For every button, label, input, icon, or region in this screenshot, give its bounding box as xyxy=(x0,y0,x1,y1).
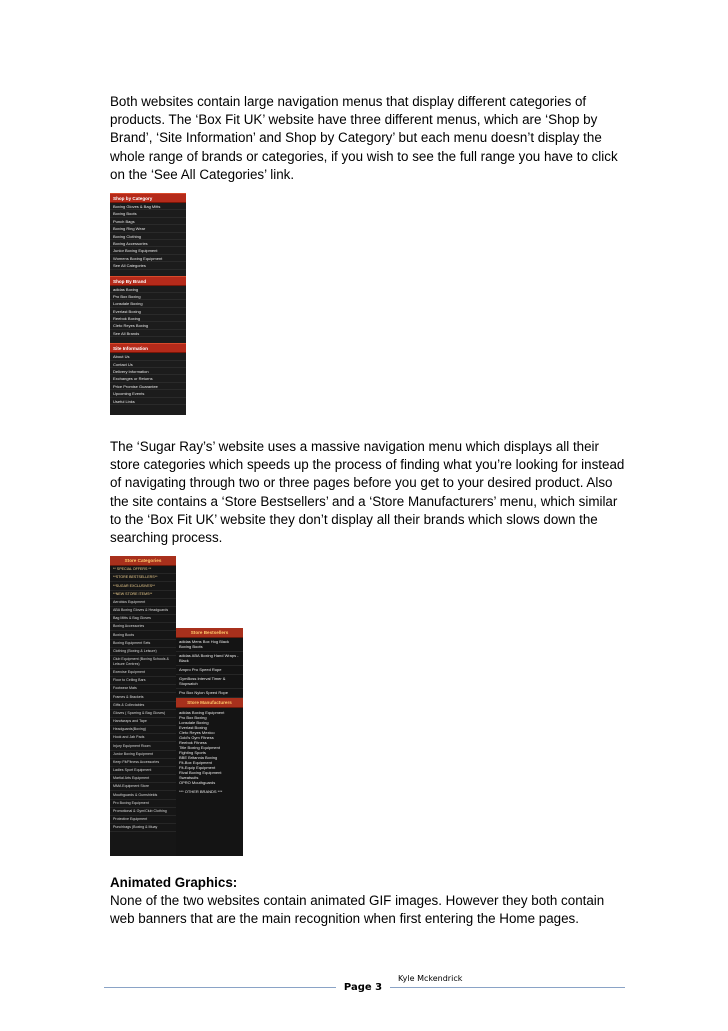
paragraph-navigation-menus: Both websites contain large navigation menus that display different categories of products. The ‘Box Fit UK’ website have three different menus, which are ‘Shop by Brand’, ‘Site Information’ and Shop by Category’ but each menu doesn’t display the whole range of brands or categories, if you wish to see the full range you have to click on the ‘See All Categories’ link. xyxy=(110,94,618,182)
menu-item: See All Brands xyxy=(110,330,186,337)
menu-item: ** SPECIAL OFFERS ** xyxy=(110,566,176,574)
menu-item: Martial Arts Equipment xyxy=(110,775,176,783)
menu-item: Pro Box Boxing xyxy=(110,293,186,300)
menu-item: Hook and Jab Pads xyxy=(110,734,176,742)
manufacturer-item: Gold's Gym Fitness xyxy=(179,735,214,740)
manufacturer-item: Lonsdale Boxing xyxy=(179,720,209,725)
menu-item: Exchanges or Returns xyxy=(110,375,186,382)
menu-item: **SUGAR EXCLUSIVES** xyxy=(110,582,176,590)
manufacturer-item: Fit-Equip Equipment xyxy=(179,765,216,770)
manufacturer-item: Title Boxing Equipment xyxy=(179,745,220,750)
store-bestsellers-header: Store Bestsellers xyxy=(176,628,243,638)
menu-item: Womens Boxing Equipment xyxy=(110,255,186,262)
store-categories-header: Store Categories xyxy=(110,556,176,566)
shop-by-category-header: Shop by Category xyxy=(110,193,186,203)
menu-item: Clothing (Boxing & Leisure) xyxy=(110,648,176,656)
menu-item: Handwraps and Tape xyxy=(110,718,176,726)
section-body: None of the two websites contain animated GIF images. However they both contain web banners that are the main recognition when first entering the Home pages. xyxy=(110,893,605,927)
sugarray-categories-screenshot xyxy=(110,556,176,856)
store-manufacturers-header: Store Manufacturers xyxy=(176,698,243,708)
paragraph-sugar-rays: The ‘Sugar Ray’s’ website uses a massive navigation menu which displays all their store categories which speeds up the process of finding what you’re looking for instead of navigating through two or three pages before you get to your desired product. Also the site contains a ‘Store Bestsellers’ and a ‘Store Manufacturers’ menu, which similar to the ‘Box Fit UK’ website they don’t display all their brands which slows down the searching process. xyxy=(110,439,625,546)
bestseller-label: Ampro Pro Speed Rope xyxy=(179,667,222,672)
menu-item: Boxing Accessories xyxy=(110,240,186,247)
menu-item: Injury Equipment Room xyxy=(110,742,176,750)
menu-item: Reebok Boxing xyxy=(110,315,186,322)
menu-item: Boxing Gloves & Bag Mitts xyxy=(110,203,186,210)
menu-item: Headguards(Boxing) xyxy=(110,726,176,734)
bestseller-item xyxy=(176,689,243,698)
shop-by-category-list xyxy=(110,203,186,270)
manufacturers-list xyxy=(176,708,243,794)
bestseller-label: Pro Box Nylon Speed Rope xyxy=(179,690,228,695)
shop-by-brand-header: Shop By Brand xyxy=(110,276,186,286)
bestseller-label: adidas ABA Boxing Hand Wraps - Black xyxy=(179,653,239,663)
manufacturer-item: OPRO Mouthguards xyxy=(179,780,216,785)
menu-item: Useful Links xyxy=(110,398,186,405)
manufacturer-item: Reebok Fitness xyxy=(179,740,207,745)
menu-item: Promotional & Gym/Club Clothing xyxy=(110,808,176,816)
menu-item: Pro Boxing Equipment xyxy=(110,800,176,808)
shop-by-brand-list xyxy=(110,286,186,338)
menu-item: Bag Mitts & Bag Gloves xyxy=(110,615,176,623)
bestseller-item xyxy=(176,638,243,652)
menu-item: **NEW STORE ITEMS** xyxy=(110,591,176,599)
menu-item: Everlast Boxing xyxy=(110,308,186,315)
menu-item: Delivery Information xyxy=(110,368,186,375)
menu-item: Price Promise Guarantee xyxy=(110,383,186,390)
menu-item: Club Equipment (Boxing Schools & Leisure Centres) xyxy=(110,656,176,669)
site-information-list xyxy=(110,353,186,405)
manufacturer-item: Pro Box Boxing xyxy=(179,715,207,720)
menu-item: Mouthguards & Gumshields xyxy=(110,791,176,799)
menu-item: Aerobics Equipment xyxy=(110,599,176,607)
menu-item: Boxing Equipment Sets xyxy=(110,640,176,648)
menu-item: Frames & Brackets xyxy=(110,693,176,701)
menu-item: MMA Equipment Store xyxy=(110,783,176,791)
menu-item: adidas Boxing xyxy=(110,286,186,293)
menu-item: Cleto Reyes Boxing xyxy=(110,322,186,329)
menu-item: Lonsdale Boxing xyxy=(110,300,186,307)
menu-item: Boxing Boots xyxy=(110,631,176,639)
menu-item: Boxing Boots xyxy=(110,210,186,217)
menu-item: Upcoming Events xyxy=(110,390,186,397)
menu-item: Punch Bags xyxy=(110,218,186,225)
menu-item: Junior Boxing Equipment xyxy=(110,247,186,254)
menu-item: Ladies Sport Equipment xyxy=(110,767,176,775)
boxfit-menu-screenshot xyxy=(110,193,186,415)
manufacturer-item: Sweatsuits xyxy=(179,775,199,780)
menu-item: **STORE BESTSELLERS** xyxy=(110,574,176,582)
bestseller-item xyxy=(176,652,243,666)
site-information-header: Site Information xyxy=(110,343,186,353)
manufacturer-item: Everlast Boxing xyxy=(179,725,207,730)
menu-item: Floor to Ceiling Bars xyxy=(110,677,176,685)
footer-author: Kyle Mckendrick xyxy=(398,974,463,983)
sugarray-bestsellers-screenshot xyxy=(176,628,243,856)
menu-item: Gloves ( Sparring & Bag Gloves) xyxy=(110,710,176,718)
paragraph-animated-graphics xyxy=(110,874,630,929)
bestseller-label: GymBoss Interval Timer & Stopwatch xyxy=(179,676,226,686)
menu-item: Footwear Mats xyxy=(110,685,176,693)
bestseller-item xyxy=(176,675,243,689)
menu-item: Gifts & Collectables xyxy=(110,702,176,710)
menu-item: About Us xyxy=(110,353,186,360)
menu-item: ABA Boxing Gloves & Headguards xyxy=(110,607,176,615)
menu-item: Contact Us xyxy=(110,361,186,368)
section-heading: Animated Graphics: xyxy=(110,875,238,890)
bestseller-label: adidas Mens Box Hog Black Boxing Boots xyxy=(179,639,230,649)
manufacturer-item: Cleto Reyes Mexico xyxy=(179,730,215,735)
page-number: Page 3 xyxy=(336,979,390,997)
manufacturer-item: Fighting Sports xyxy=(179,750,206,755)
manufacturer-item: adidas Boxing Equipment xyxy=(179,710,225,715)
bestseller-item xyxy=(176,666,243,675)
menu-item: See All Categories xyxy=(110,262,186,269)
manufacturer-item: Rival Boxing Equipment xyxy=(179,770,222,775)
manufacturer-item: Fit-Box Equipment xyxy=(179,760,212,765)
menu-item: Boxing Accessories xyxy=(110,623,176,631)
menu-item: Exercise Equipment xyxy=(110,669,176,677)
menu-item: Junior Boxing Equipment xyxy=(110,751,176,759)
menu-item: Protective Equipment xyxy=(110,816,176,824)
menu-item: Boxing Ring Wear xyxy=(110,225,186,232)
manufacturer-item: BBE Britannia Boxing xyxy=(179,755,218,760)
menu-item: Keep Fit/Fitness Accessories xyxy=(110,759,176,767)
other-brands-item: *** OTHER BRANDS *** xyxy=(179,789,223,794)
menu-item: Punchbags (Boxing & Muay xyxy=(110,824,176,832)
menu-item: Boxing Clothing xyxy=(110,233,186,240)
